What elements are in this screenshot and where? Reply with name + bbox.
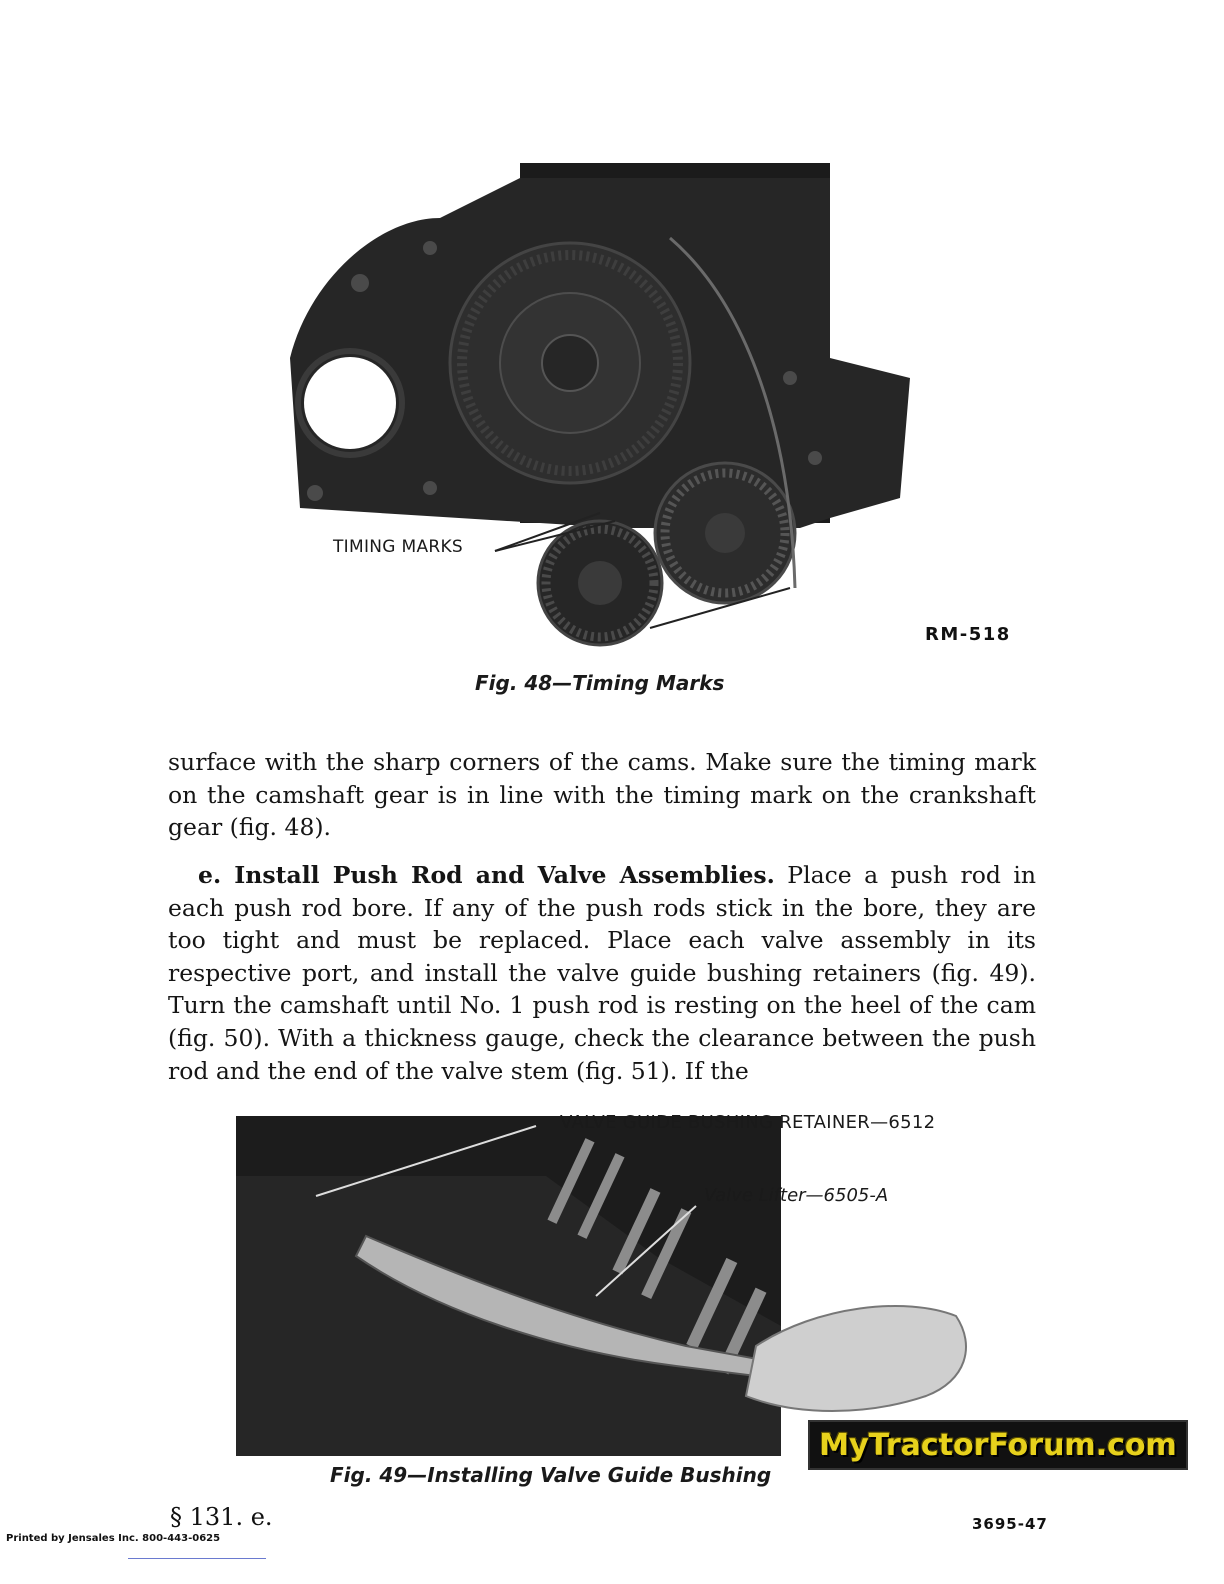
figure-49-valve-guide-photo <box>236 1116 996 1456</box>
figure-48-caption: Fig. 48—Timing Marks <box>475 671 725 695</box>
document-number: 3695-47 <box>972 1515 1048 1533</box>
paragraph-install-push-rods <box>168 859 1036 1087</box>
valve-lifter-callout: Valve Lifter—6505-A <box>704 1185 889 1206</box>
section-reference: § 131. e. <box>170 1503 273 1531</box>
paragraph-timing-alignment: surface with the sharp corners of the cams. Make sure the timing mark on the camshaft gear is in line with the timing mark on the crankshaft gear (fig. 48). <box>168 748 1036 842</box>
watermark-text: MyTractorForum.com <box>819 1427 1177 1463</box>
figure-reference-code: RM-518 <box>925 624 1011 645</box>
valve-guide-retainer-callout: VALVE GUIDE BUSHING RETAINER—6512 <box>560 1112 936 1133</box>
paragraph-title: e. Install Push Rod and Valve Assemblies. <box>198 861 775 889</box>
figure-49-caption: Fig. 49—Installing Valve Guide Bushing <box>330 1463 772 1487</box>
site-watermark-logo <box>808 1420 1188 1470</box>
printer-credit: Printed by Jensales Inc. 800-443-0625 <box>6 1533 221 1544</box>
paragraph-body: Place a push rod in each push rod bore. If any of the push rods stick in the bore, they are too tight and must be replaced. Place each valve assembly in its respective port, and install the valve guide bushing retainers (fig. 49). Turn the camshaft until No. 1 push rod is resting on the heel of the cam (fig. 50). With a thickness gauge, check the clearance between the push rod and the end of the valve stem (fig. 51). If the <box>168 861 1036 1085</box>
footer-divider <box>128 1558 266 1559</box>
figure-48-timing-gears-photo <box>270 158 930 648</box>
timing-marks-callout: TIMING MARKS <box>333 537 464 557</box>
